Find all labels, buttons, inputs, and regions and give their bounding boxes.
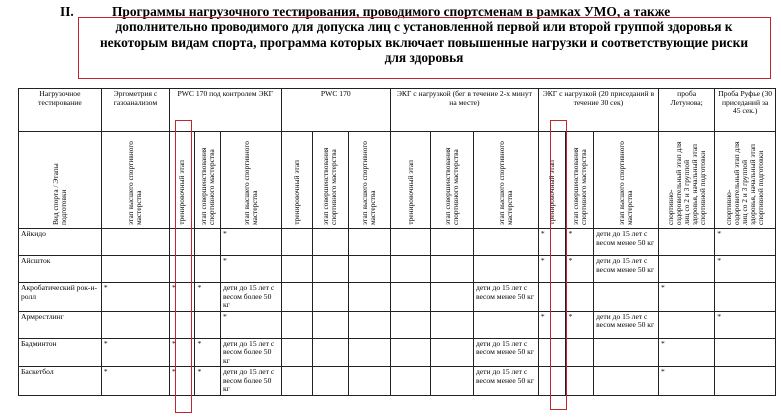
sport-name: Акробатический рок-н-ролл <box>19 283 102 312</box>
table-cell <box>281 283 313 312</box>
stage-row <box>19 132 776 229</box>
required-mark: * <box>195 367 221 396</box>
stage-squat-training: тренировочный этап <box>547 160 557 225</box>
sport-name: Армрестлинг <box>19 311 102 338</box>
weight-note: дети до 15 лет с весом менее 50 кг <box>594 229 659 256</box>
table-cell <box>348 256 391 283</box>
required-mark: * <box>566 311 594 338</box>
required-mark: * <box>538 229 566 256</box>
stage-pwc-improvement: этап совершенствования спортивного мастерства <box>321 147 339 225</box>
header-ekg-run: ЭКГ с нагрузкой (бег в течение 2-х минут на месте) <box>391 89 539 132</box>
weight-note: дети до 15 лет с весом менее 50 кг <box>473 338 538 367</box>
required-mark: * <box>169 367 195 396</box>
table-cell <box>281 367 313 396</box>
table-cell <box>313 367 348 396</box>
stage-sport: Вид спорта / Этапы подготовки <box>50 163 68 225</box>
table-cell <box>391 338 431 367</box>
table-row <box>19 311 776 338</box>
table-cell <box>391 256 431 283</box>
required-mark: * <box>715 229 776 256</box>
weight-note: дети до 15 лет с весом более 50 кг <box>220 283 281 312</box>
table-cell <box>715 283 776 312</box>
stage-run-improvement: этап совершенствования спортивного мастерства <box>443 147 461 225</box>
table-cell <box>658 256 714 283</box>
required-mark: * <box>220 256 281 283</box>
table-cell <box>281 311 313 338</box>
table-cell <box>348 367 391 396</box>
table-cell <box>715 338 776 367</box>
table-row <box>19 229 776 256</box>
table-cell <box>566 367 594 396</box>
title-highlight-box <box>78 17 771 79</box>
required-mark: * <box>195 338 221 367</box>
required-mark: * <box>715 256 776 283</box>
table-cell <box>348 311 391 338</box>
table-cell <box>431 256 474 283</box>
sport-name: Айкидо <box>19 229 102 256</box>
training-column-highlight-1 <box>175 120 192 413</box>
stage-pwc-higher: этап высшего спортивного мастерства <box>360 141 378 225</box>
table-cell <box>313 311 348 338</box>
table-cell <box>348 229 391 256</box>
header-ruffier: Проба Руфье (30 приседаний за 45 сек.) <box>715 89 776 132</box>
weight-note: дети до 15 лет с весом менее 50 кг <box>473 283 538 312</box>
header-first: Нагрузочное тестирование <box>19 89 102 132</box>
required-mark: * <box>101 283 169 312</box>
required-mark: * <box>195 283 221 312</box>
table-cell <box>195 311 221 338</box>
table-cell <box>431 338 474 367</box>
required-mark: * <box>101 338 169 367</box>
table-row <box>19 256 776 283</box>
title-line-1: Программы нагрузочного тестирования, проводимого спортсменам в рамках УМО, а также <box>112 4 671 19</box>
table-cell <box>391 367 431 396</box>
table-cell <box>391 283 431 312</box>
sport-name: Бадминтон <box>19 338 102 367</box>
testing-table <box>18 88 776 396</box>
required-mark: * <box>715 311 776 338</box>
table-cell <box>594 338 659 367</box>
stage-pwcekg-improvement: этап совершенствования спортивного мастерства <box>198 147 216 225</box>
table-cell <box>313 229 348 256</box>
weight-note: дети до 15 лет с весом более 50 кг <box>220 367 281 396</box>
sport-name: Баскетбол <box>19 367 102 396</box>
required-mark: * <box>566 256 594 283</box>
table-cell <box>431 283 474 312</box>
header-ekg-squat: ЭКГ с нагрузкой (20 приседаний в течение 30 сек) <box>538 89 658 132</box>
required-mark: * <box>220 229 281 256</box>
weight-note: дети до 15 лет с весом более 50 кг <box>220 338 281 367</box>
table-cell <box>594 283 659 312</box>
sport-name: Айсшток <box>19 256 102 283</box>
stage-pwcekg-higher: этап высшего спортивного мастерства <box>241 141 259 225</box>
stage-ergo-higher: этап высшего спортивного мастерства <box>126 141 144 225</box>
table-row <box>19 338 776 367</box>
stage-letunov-health: спортивно-оздоровительный этап для лиц со 2 и 3 группой здоровья, начальный этап спортивной подготовки <box>665 141 707 225</box>
header-pwc: PWC 170 <box>281 89 391 132</box>
table-cell <box>391 229 431 256</box>
table-cell <box>473 311 538 338</box>
required-mark: * <box>169 283 195 312</box>
weight-note: дети до 15 лет с весом менее 50 кг <box>594 256 659 283</box>
required-mark: * <box>538 311 566 338</box>
required-mark: * <box>658 338 714 367</box>
table-row <box>19 283 776 312</box>
stage-run-higher: этап высшего спортивного мастерства <box>496 141 514 225</box>
table-cell <box>348 283 391 312</box>
table-cell <box>313 338 348 367</box>
required-mark: * <box>538 256 566 283</box>
stage-pwc-training: тренировочный этап <box>291 160 301 225</box>
required-mark: * <box>220 311 281 338</box>
header-ergo: Эргометрия с газоанализом <box>101 89 169 132</box>
table-cell <box>101 229 169 256</box>
stage-squat-higher: этап высшего спортивного мастерства <box>617 141 635 225</box>
stage-ruffier-health: спортивно-оздоровительный этап для лиц со 2 и 3 группой здоровья, начальный этап спортивной подготовки <box>724 141 766 225</box>
table-cell <box>281 338 313 367</box>
header-row <box>19 89 776 132</box>
stage-run-training: тренировочный этап <box>405 160 415 225</box>
title-rest: дополнительно проводимого для допуска лиц с установленной первой или второй группой здоровья к некоторым видам спорта, программа которых включает повышенные нагрузки и соответствующие риски для здоровья <box>99 19 749 65</box>
stage-squat-improvement: этап совершенствования спортивного мастерства <box>570 147 588 225</box>
table-row <box>19 367 776 396</box>
training-column-highlight-2 <box>547 120 567 410</box>
table-cell <box>715 367 776 396</box>
table-cell <box>473 256 538 283</box>
section-number: II. <box>60 4 74 19</box>
table-cell <box>658 311 714 338</box>
table-cell <box>658 229 714 256</box>
table-cell <box>101 311 169 338</box>
table-cell <box>566 338 594 367</box>
table-cell <box>391 311 431 338</box>
table-cell <box>473 229 538 256</box>
table-cell <box>281 256 313 283</box>
weight-note: дети до 15 лет с весом менее 50 кг <box>473 367 538 396</box>
required-mark: * <box>658 283 714 312</box>
required-mark: * <box>658 367 714 396</box>
header-letunov: проба Летунова; <box>658 89 714 132</box>
table-cell <box>566 283 594 312</box>
required-mark: * <box>169 338 195 367</box>
table-cell <box>281 229 313 256</box>
weight-note: дети до 15 лет с весом менее 50 кг <box>594 311 659 338</box>
header-pwc-ekg: PWC 170 под контролем ЭКГ <box>169 89 281 132</box>
table-cell <box>594 367 659 396</box>
table-cell <box>348 338 391 367</box>
stage-pwcekg-training: тренировочный этап <box>177 160 187 225</box>
table-cell <box>431 229 474 256</box>
table-cell <box>431 367 474 396</box>
table-cell <box>195 229 221 256</box>
table-cell <box>101 256 169 283</box>
required-mark: * <box>101 367 169 396</box>
table-cell <box>195 256 221 283</box>
table-cell <box>313 256 348 283</box>
table-cell <box>431 311 474 338</box>
table-cell <box>313 283 348 312</box>
required-mark: * <box>566 229 594 256</box>
